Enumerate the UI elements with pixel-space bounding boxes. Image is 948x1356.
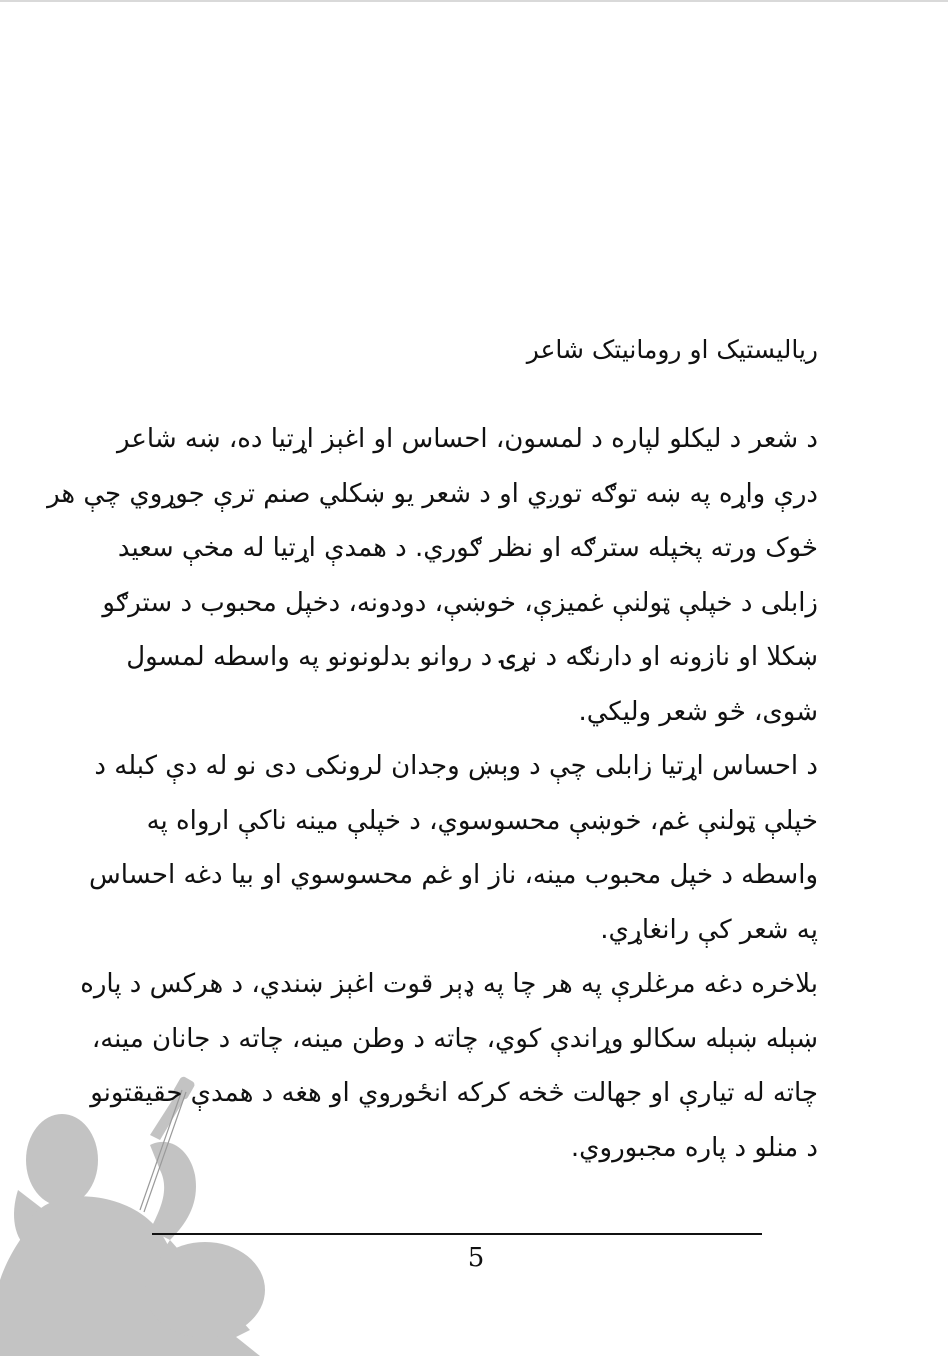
text-line: خپلې ټولنې غم، خوښې محسوسوي، د خپلې مینه ناکې ارواه په — [146, 805, 818, 836]
text-line: چاته له تیارې او جهالت څخه کرکه انځوروي او هغه د همدې حقیقتونو — [90, 1078, 818, 1108]
footer-divider — [152, 1233, 762, 1235]
text-line: واسطه د خپل محبوب مینه، ناز او غم محسوسوي او بیا دغه احساس — [89, 860, 818, 890]
text-line: په شعر کې رانغاړي. — [600, 914, 818, 945]
text-line: درې واړه په ښه توګه توږي او د شعر یو ښکلي صنم ترې جوړوي چې هر — [47, 478, 818, 509]
body-text — [47, 412, 818, 1175]
page-top-border — [0, 0, 948, 2]
text-line: ښېله ښېله سکالو وړاندې کوي، چاته د وطن مینه، چاته د جانان مینه، — [91, 1023, 818, 1054]
text-line: شوی، څو شعر ولیکي. — [578, 696, 818, 727]
text-line: د احساس اړتیا زابلی چې د وېښ وجدان لرونکی دی نو له دې کبله د — [94, 751, 818, 781]
text-line: زابلی د خپلې ټولنې غمیزې، خوښې، دودونه، دخپل محبوب د سترګو — [102, 587, 818, 618]
page-heading: ریالیستیک او رومانیتک شاعر — [526, 335, 818, 364]
text-line: د شعر د لیکلو لپاره د لمسون، احساس او اغېز اړتیا ده، ښه شاعر — [117, 424, 818, 454]
text-line: د منلو د پاره مجبوروي. — [570, 1132, 818, 1163]
page-number: 5 — [467, 1243, 485, 1273]
text-line: بلاخره دغه مرغلرې په هر چا په ډېر قوت اغېز ښندي، د هرکس د پاره — [80, 969, 818, 999]
text-line: څوک ورته پخپله سترګه او نظر ګوري. د همدې اړتیا له مخې سعید — [117, 533, 818, 563]
text-line: ښکلا او نازونه او دارنګه د نړۍ د روانو بدلونونو په واسطه لمسول — [126, 642, 818, 672]
